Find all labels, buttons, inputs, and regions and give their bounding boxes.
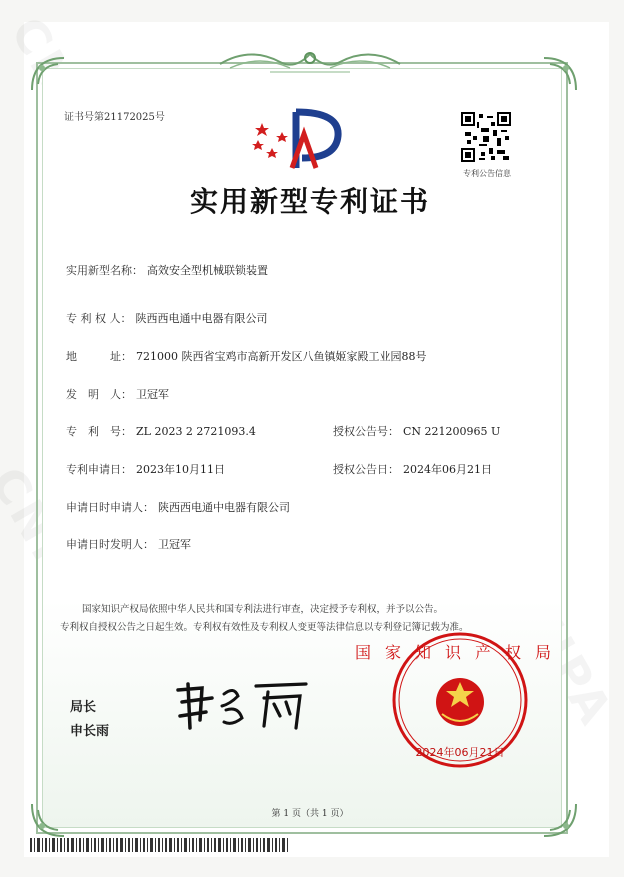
field-announcement-number <box>333 423 500 439</box>
field-utility-model-name <box>66 262 268 278</box>
field-label: 授权公告号： <box>333 425 399 438</box>
field-value: 卫冠军 <box>136 388 169 401</box>
field-inventor-on-filing <box>66 536 191 552</box>
certificate-title: 实用新型专利证书 <box>189 185 430 218</box>
field-filing-date <box>66 461 225 477</box>
field-label: 专利申请日： <box>66 463 132 476</box>
field-inventor <box>66 386 169 402</box>
cnipa-logo <box>252 106 344 176</box>
statement-line-1: 国家知识产权局依照中华人民共和国专利法进行审查，决定授予专利权，并予以公告。 <box>82 604 444 615</box>
field-value: 陕西西电通中电器有限公司 <box>158 501 290 514</box>
field-label: 地 址： <box>66 350 132 363</box>
field-value: 721000 陕西省宝鸡市高新开发区八鱼镇姬家殿工业园88号 <box>136 350 427 363</box>
field-value: 2023年10月11日 <box>136 463 225 476</box>
qr-caption: 专利公告信息 <box>463 169 511 178</box>
field-patentee <box>66 310 268 326</box>
field-label: 申请日时发明人： <box>66 538 154 551</box>
field-label: 专 利 权 人： <box>66 312 132 325</box>
field-value: 陕西西电通中电器有限公司 <box>135 312 268 325</box>
page-number: 第 1 页（共 1 页） <box>271 809 349 819</box>
field-value: 2024年06月21日 <box>403 463 492 476</box>
field-label: 授权公告日： <box>333 463 399 476</box>
field-value: ZL 2023 2 2721093.4 <box>136 425 256 438</box>
statement-line-2: 专利权自授权公告之日起生效。专利权有效性及专利权人变更等法律信息以专利登记簿记载为准。 <box>60 622 469 633</box>
field-applicant-on-filing <box>66 499 290 515</box>
field-label: 专 利 号： <box>66 425 132 438</box>
field-value: 卫冠军 <box>158 538 191 551</box>
director-signature <box>172 676 312 736</box>
qr-code[interactable] <box>461 112 511 162</box>
ornament-top <box>210 44 410 78</box>
field-label: 实用新型名称： <box>66 264 143 277</box>
field-value: 高效安全型机械联锁装置 <box>147 264 268 277</box>
field-address <box>66 348 426 364</box>
svg-text:国家知识产权局: 国家知识产权局 <box>354 643 566 662</box>
seal-date: 2024年06月21日 <box>415 746 505 759</box>
director-name: 申长雨 <box>70 724 110 739</box>
barcode <box>30 838 290 852</box>
ornament-corner <box>540 54 580 94</box>
ornament-corner <box>28 54 68 94</box>
field-announcement-date <box>333 461 492 477</box>
field-value: CN 221200965 U <box>403 425 501 438</box>
field-label: 发 明 人： <box>66 388 132 401</box>
certificate-number: 证书号第21172025号 <box>64 112 165 123</box>
field-label: 申请日时申请人： <box>66 501 154 514</box>
director-title: 局长 <box>70 700 97 715</box>
field-patent-number <box>66 423 256 439</box>
